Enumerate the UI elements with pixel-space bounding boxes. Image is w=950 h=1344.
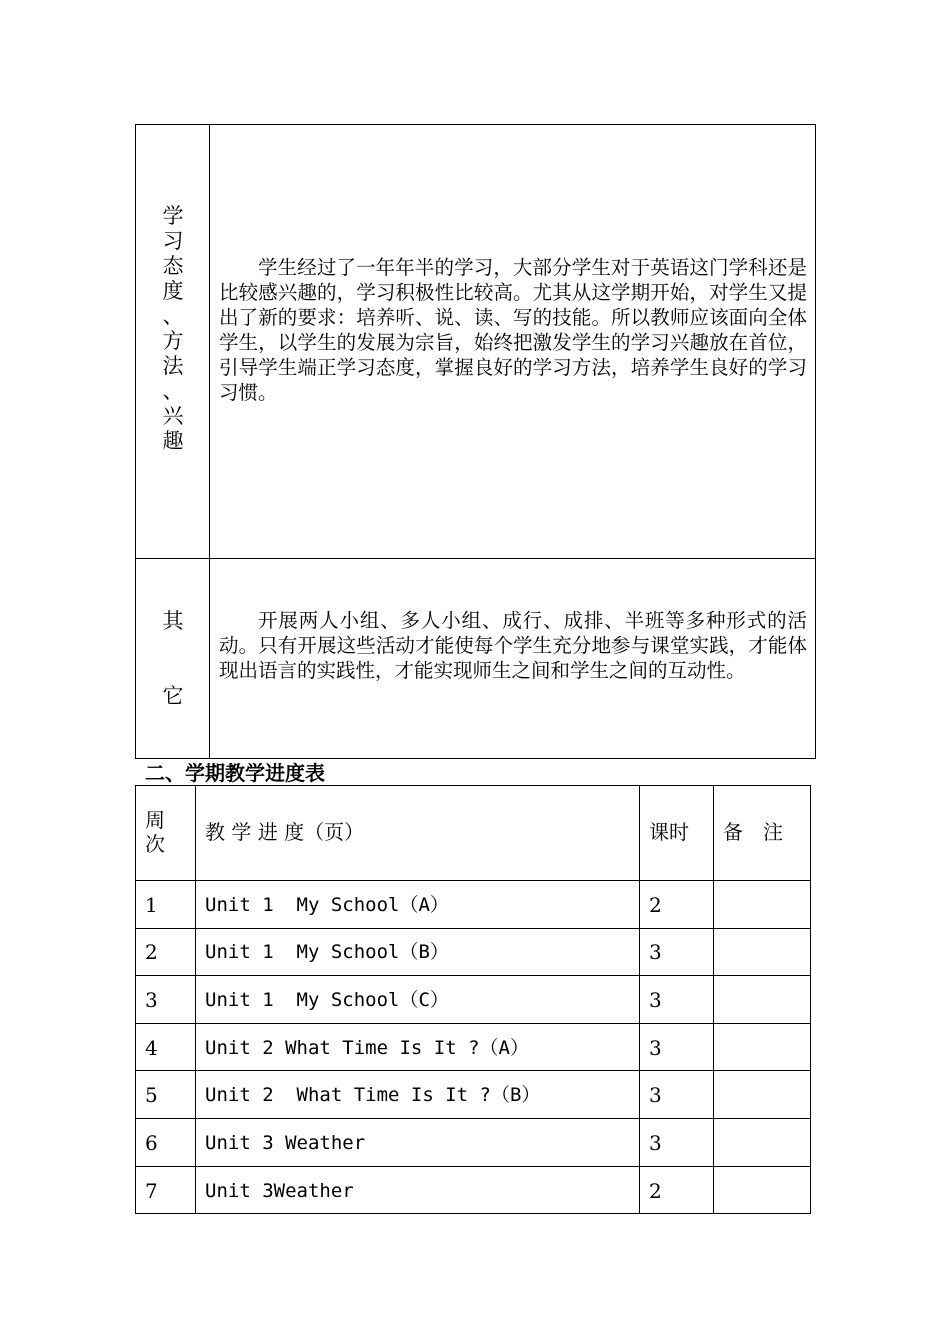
schedule-row-divider (135, 1166, 811, 1167)
header-content: 教 学 进 度（页） (205, 820, 365, 844)
row-label-other-char: 它 (162, 684, 184, 708)
table-row-hours: 2 (649, 1179, 662, 1203)
schedule-col-divider (195, 785, 196, 1214)
table-row-hours: 2 (649, 893, 662, 917)
label-char: 态 (162, 254, 184, 278)
table-row-week: 3 (145, 988, 158, 1012)
schedule-col-divider (713, 785, 714, 1214)
table-row-week: 5 (145, 1083, 158, 1107)
table-row-hours: 3 (649, 1036, 662, 1060)
label-char: 方 (162, 329, 184, 353)
schedule-row-divider (135, 880, 811, 881)
schedule-border-top (135, 785, 811, 786)
label-char: 学 (162, 204, 184, 228)
schedule-col-divider (639, 785, 640, 1214)
label-char: 度 (162, 279, 184, 303)
table-row-content: Unit 1 My School（B） (205, 941, 449, 963)
table-row-content: Unit 1 My School（C） (205, 989, 449, 1011)
schedule-border-left (135, 785, 136, 1214)
table-row-content: Unit 3Weather (205, 1180, 354, 1202)
table-row-week: 2 (145, 940, 158, 964)
schedule-row-divider (135, 928, 811, 929)
schedule-row-divider (135, 975, 811, 976)
table-row-hours: 3 (649, 1131, 662, 1155)
top-table-row-divider (135, 558, 816, 559)
top-table-border-bottom (135, 758, 816, 759)
schedule-row-divider (135, 1118, 811, 1119)
label-char: 、 (162, 304, 184, 328)
header-week: 周 次 (145, 808, 165, 856)
row-label-other-char: 其 (162, 609, 184, 633)
schedule-row-divider (135, 1070, 811, 1071)
label-char: 、 (162, 379, 184, 403)
table-row-week: 1 (145, 893, 158, 917)
top-table-border-top (135, 124, 816, 125)
label-char: 趣 (162, 429, 184, 453)
schedule-row-divider (135, 1023, 811, 1024)
schedule-border-right (810, 785, 811, 1214)
header-notes: 备 注 (723, 820, 783, 844)
table-row-hours: 3 (649, 988, 662, 1012)
table-row-week: 4 (145, 1036, 158, 1060)
label-char: 法 (162, 354, 184, 378)
table-row-hours: 3 (649, 1083, 662, 1107)
table-row-content: Unit 2 What Time Is It ?（A） (205, 1037, 529, 1059)
top-table-col-divider (209, 124, 210, 759)
label-char: 习 (162, 229, 184, 253)
schedule-border-bottom (135, 1213, 811, 1214)
table-row-content: Unit 3 Weather (205, 1132, 366, 1154)
table-row-week: 7 (145, 1179, 158, 1203)
table-row-content: Unit 2 What Time Is It ?（B） (205, 1084, 541, 1106)
top-table-border-left (135, 124, 136, 759)
table-row-hours: 3 (649, 940, 662, 964)
table-row-week: 6 (145, 1131, 158, 1155)
other-paragraph: 开展两人小组、多人小组、成行、成排、半班等多种形式的活动。只有开展这些活动才能使每个学生充分地参与课堂实践，才能体现出语言的实践性，才能实现师生之间和学生之间的互动性。 (219, 609, 807, 682)
table-row-content: Unit 1 My School（A） (205, 894, 449, 916)
attitude-paragraph: 学生经过了一年年半的学习，大部分学生对于英语这门学科还是比较感兴趣的，学习积极性比较高。尤其从这学期开始，对学生又提出了新的要求：培养听、说、读、写的技能。所以教师应该面向全体学生，以学生的发展为宗旨，始终把激发学生的学习兴趣放在首位，引导学生端正学习态度，掌握良好的学习方法，培养学生良好的学习习惯。 (219, 256, 807, 404)
label-char: 兴 (162, 404, 184, 428)
top-table-border-right (815, 124, 816, 759)
header-hours: 课时 (649, 820, 689, 844)
section-title: 二、学期教学进度表 (145, 761, 325, 785)
